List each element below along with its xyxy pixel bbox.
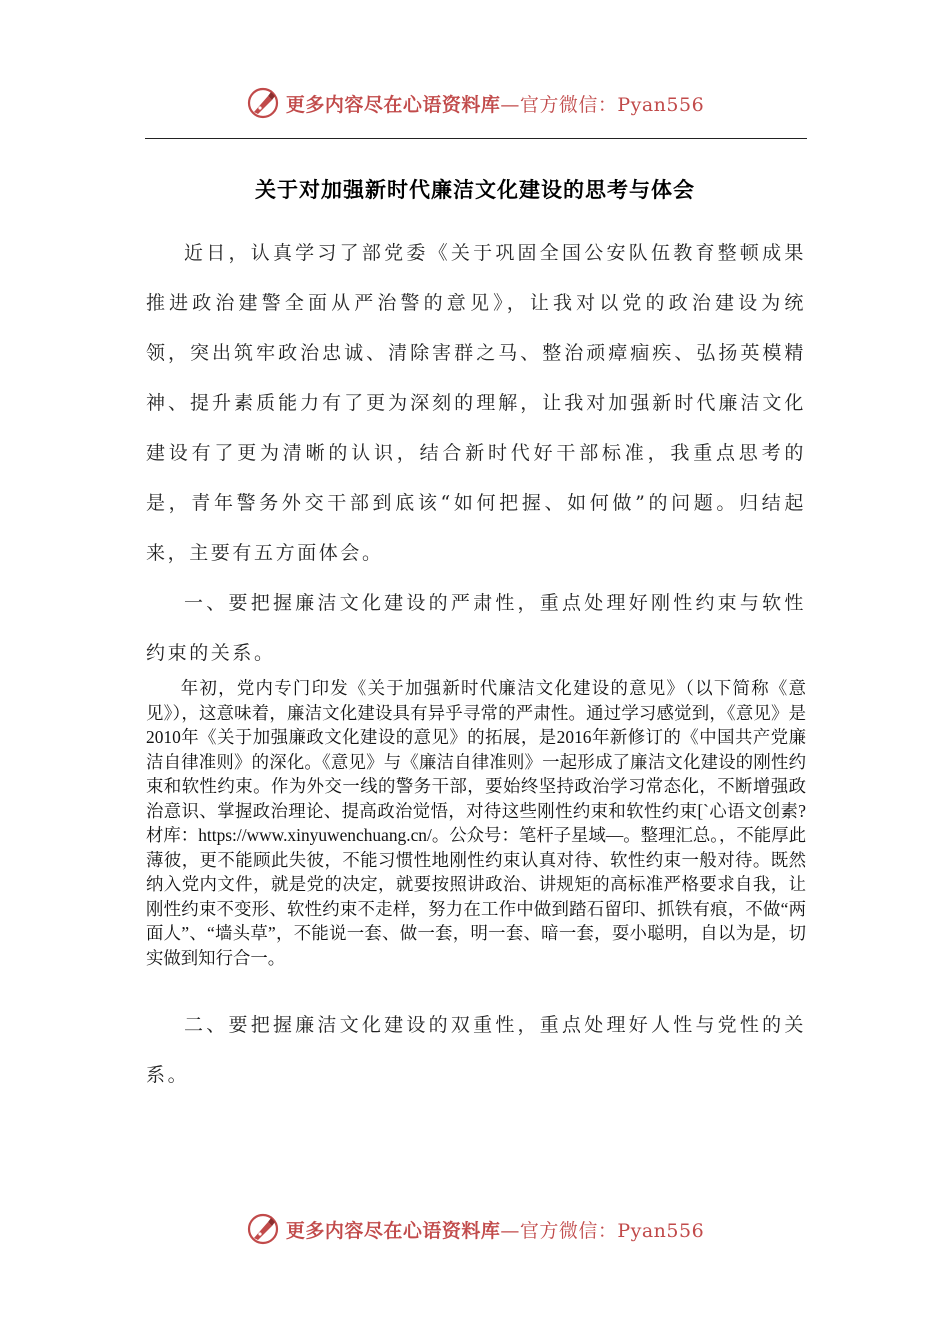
- header-banner: [0, 86, 950, 120]
- section-heading-2: 二、要把握廉洁文化建设的双重性，重点处理好人性与党性的关系。: [146, 1014, 806, 1086]
- section-body-1: 年初，党内专门印发《关于加强新时代廉洁文化建设的意见》（以下简称《意见》），这意味着，廉洁文化建设具有异乎寻常的严肃性。通过学习感觉到，《意见》是2010年《关于加强廉政文化建设的意见》的拓展，是2016年新修订的《中国共产党廉洁自律准则》的深化。《意见》与《廉洁自律准则》一起形成了廉洁文化建设的刚性约束和软性约束。作为外交一线的警务干部，要始终坚持政治学习常态化，不断增强政治意识、掌握政治理论、提高政治觉悟，对待这些刚性约束和软性约束[`心语文创素?材库：https://www.xinyuwenchuang.cn/。公众号：笔杆子星域—。整理汇总。，不能厚此薄彼，更不能顾此失彼，不能习惯性地刚性约束认真对待、软性约束一般对待。既然纳入党内文件，就是党的决定，就要按照讲政治、讲规矩的高标准严格要求自我，让刚性约束不变形、软性约束不走样，努力在工作中做到踏石留印、抓铁有痕，不做“两面人”、“墙头草”，不能说一套、做一套，明一套、暗一套，耍小聪明，自以为是，切实做到知行合一。: [146, 678, 806, 968]
- section-heading-1: 一、要把握廉洁文化建设的严肃性，重点处理好刚性约束与软性约束的关系。: [146, 592, 806, 664]
- intro-paragraph: 近日，认真学习了部党委《关于巩固全国公安队伍教育整顿成果推进政治建警全面从严治警的意见》，让我对以党的政治建设为统领，突出筑牢政治忠诚、清除害群之马、整治顽瘴痼疾、弘扬英模精神、提升素质能力有了更为深刻的理解，让我对加强新时代廉洁文化建设有了更为清晰的认识，结合新时代好干部标准，我重点思考的是，青年警务外交干部到底该“如何把握、如何做”的问题。归结起来，主要有五方面体会。: [146, 242, 806, 564]
- pen-nib-logo-icon: [246, 1212, 280, 1246]
- pen-nib-logo-icon: [246, 86, 280, 120]
- header-banner-text: 更多内容尽在心语资料库—官方微信：Pyan556: [285, 93, 705, 116]
- footer-banner-text: 更多内容尽在心语资料库—官方微信：Pyan556: [285, 1219, 705, 1242]
- header-divider: [145, 138, 807, 139]
- footer-banner: [0, 1212, 950, 1246]
- document-title: 关于对加强新时代廉洁文化建设的思考与体会: [255, 177, 695, 202]
